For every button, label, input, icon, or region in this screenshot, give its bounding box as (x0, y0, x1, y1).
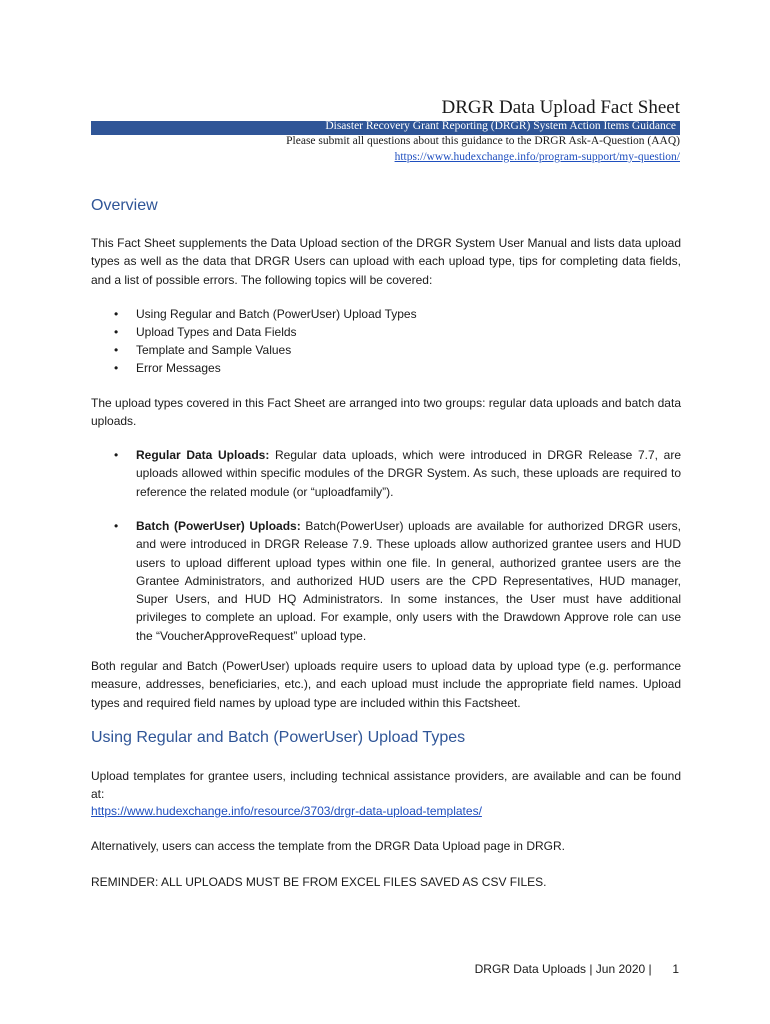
banner-text: Disaster Recovery Grant Reporting (DRGR) System Action Items Guidance (325, 120, 676, 132)
templates-paragraph: Upload templates for grantee users, including technical assistance providers, are available and can be found at: (91, 769, 681, 802)
guidance-banner (91, 121, 680, 135)
groups-intro: The upload types covered in this Fact Sheet are arranged into two groups: regular data uploads and batch data uploads. (91, 396, 681, 429)
batch-uploads-label: Batch (PowerUser) Uploads: (136, 519, 301, 533)
overview-heading: Overview (91, 197, 158, 214)
reminder-paragraph: REMINDER: ALL UPLOADS MUST BE FROM EXCEL FILES SAVED AS CSV FILES. (91, 875, 547, 889)
both-uploads-paragraph: Both regular and Batch (PowerUser) uploads require users to upload data by upload type (e.g. performance measure, addresses, beneficiaries, etc.), and each upload must include the appropriate field names. Upload types and required field names by upload type are included within this Factsheet. (91, 659, 681, 710)
aaq-note: Please submit all questions about this guidance to the DRGR Ask-A-Question (AAQ) (286, 135, 680, 147)
topic-item: • Upload Types and Data Fields (136, 323, 297, 341)
topic-item: • Using Regular and Batch (PowerUser) Upload Types (136, 305, 417, 323)
page-footer (475, 962, 679, 976)
regular-uploads-label: Regular Data Uploads: (136, 448, 270, 462)
aaq-link[interactable]: https://www.hudexchange.info/program-support/my-question/ (394, 151, 680, 163)
page-title: DRGR Data Upload Fact Sheet (441, 97, 680, 118)
topic-item: • Template and Sample Values (136, 341, 291, 359)
regular-uploads-bullet: • Regular Data Uploads: Regular data uploads, which were introduced in DRGR Release 7.7, are uploads allowed within specific modules of the DRGR System. As such, these uploads are required to reference the related module (or “uploadfamily”). (114, 448, 681, 499)
overview-intro: This Fact Sheet supplements the Data Upload section of the DRGR System User Manual and lists data upload types as well as the data that DRGR Users can upload with each upload type, tips for completing data fields, and a list of possible errors. The following topics will be covered: (91, 236, 681, 287)
alternative-paragraph: Alternatively, users can access the template from the DRGR Data Upload page in DRGR. (91, 839, 565, 853)
batch-uploads-text: Batch(PowerUser) uploads are available for authorized DRGR users, and were introduced in DRGR Release 7.9. These uploads allow authorized grantee users and HUD users to upload different upload types within one file. In general, authorized grantee users are the Grantee Administrators, and authorized HUD users are the CPD Representatives, HUD manager, Super Users, and HUD HQ Administrators. In some instances, the User must have additional privileges to complete an upload. For example, only users with the Drawdown Approve role can use the “VoucherApproveRequest” upload type. (136, 519, 682, 643)
section-heading-upload-types: Using Regular and Batch (PowerUser) Upload Types (91, 729, 466, 746)
batch-uploads-bullet: • Batch (PowerUser) Uploads: Batch(PowerUser) uploads are available for authorized DRGR users, and were introduced in DRGR Release 7.9. These uploads allow authorized grantee users and HUD users to upload different upload types within one file. In general, authorized grantee users are the Grantee Administrators, and authorized HUD users are the CPD Representatives, HUD manager, Super Users, and HUD HQ Administrators. In some instances, the User must have additional privileges to complete an upload. For example, only users with the Drawdown Approve role can use the “VoucherApproveRequest” upload type. (114, 519, 682, 643)
templates-link[interactable]: https://www.hudexchange.info/resource/3703/drgr-data-upload-templates/ (91, 804, 482, 818)
footer-text: DRGR Data Uploads | Jun 2020 | (474, 962, 652, 976)
topic-item: • Error Messages (136, 359, 221, 377)
page-number: 1 (672, 962, 679, 976)
regular-uploads-text: Regular data uploads, which were introduced in DRGR Release 7.7, are uploads allowed within specific modules of the DRGR System. As such, these uploads are required to reference the related module (or “uploadfamily”). (136, 448, 681, 499)
